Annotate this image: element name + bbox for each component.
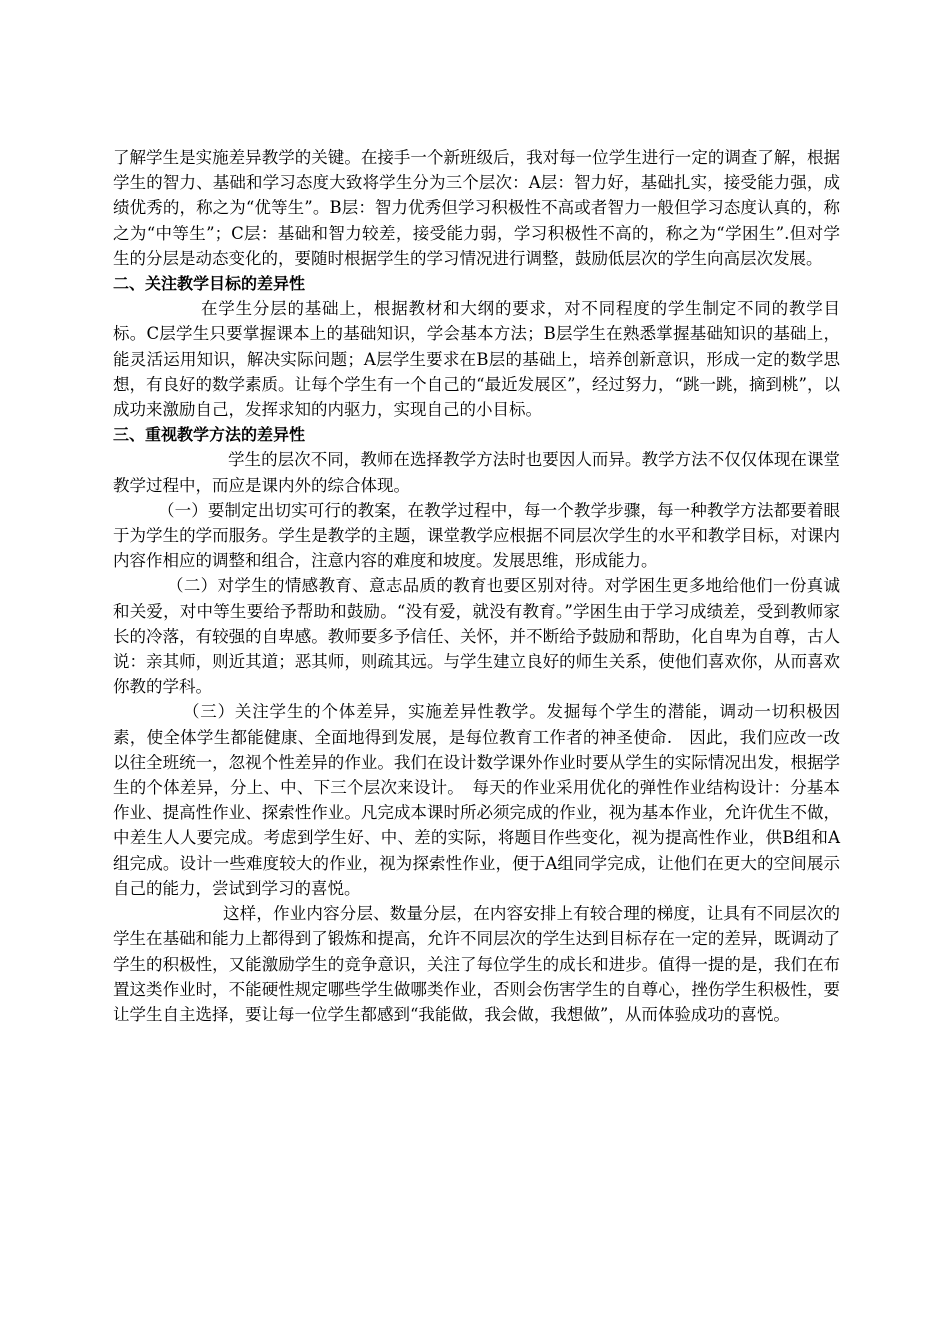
paragraph-teaching-methods-intro: 学生的层次不同，教师在选择教学方法时也要因人而异。教学方法不仅仅体现在课堂教学过程中，而应是课内外的综合体现。 [113, 450, 840, 495]
paragraph-student-layering: 了解学生是实施差异教学的关键。在接手一个新班级后，我对每一位学生进行一定的调查了解，根据学生的智力、基础和学习态度大致将学生分为三个层次：A层：智力好，基础扎实，接受能力强，成绩优秀的，称之为“优等生”。B层：智力优秀但学习积极性不高或者智力一般但学习态度认真的，称之为“中等生”；C层：基础和智力较差，接受能力弱，学习积极性不高的，称之为“学困生”.但对学生的分层是动态变化的，要随时根据学生的学习情况进行调整，鼓励低层次的学生向高层次发展。 [113, 148, 840, 268]
section-heading-teaching-goals: 二、关注教学目标的差异性 [113, 274, 306, 294]
section-heading-teaching-methods: 三、重视教学方法的差异性 [113, 425, 306, 445]
paragraph-conclusion: 这样，作业内容分层、数量分层，在内容安排上有较合理的梯度，让具有不同层次的学生在基础和能力上都得到了锻炼和提高，允许不同层次的学生达到目标存在一定的差异，既调动了学生的积极性，又能激励学生的竞争意识，关注了每位学生的成长和进步。值得一提的是，我们在布置这类作业时，不能硬性规定哪些学生做哪类作业，否则会伤害学生的自尊心，挫伤学生积极性，要让学生自主选择，要让每一位学生都感到“我能做，我会做，我想做”，从而体验成功的喜悦。 [113, 904, 840, 1024]
document-body [113, 145, 840, 1027]
paragraph-lesson-plans: （一）要制定出切实可行的教案，在教学过程中，每一个教学步骤，每一种教学方法都要着眼于为学生的学而服务。学生是教学的主题，课堂教学应根据不同层次学生的水平和教学目标，对课内内容作相应的调整和组合，注意内容的难度和坡度。发展思维，形成能力。 [113, 500, 840, 571]
paragraph-individual-differences: （三）关注学生的个体差异，实施差异性教学。发掘每个学生的潜能，调动一切积极因素，使全体学生都能健康、全面地得到发展，是每位教育工作者的神圣使命. 因此，我们应改一改以往全班统一，忽视个性差异的作业。我们在设计数学课外作业时要从学生的实际情况出发，根据学生的个体差异，分上、中、下三个层次来设计。 每天的作业采用优化的弹性作业结构设计：分基本作业、提高性作业、探索性作业。凡完成本课时所必须完成的作业，视为基本作业，允许优生不做，中差生人人要完成。考虑到学生好、中、差的实际，将题目作些变化，视为提高性作业，供B组和A组完成。设计一些难度较大的作业，视为探索性作业，便于A组同学完成，让他们在更大的空间展示自己的能力，尝试到学习的喜悦。 [113, 702, 840, 898]
paragraph-emotional-education: （二）对学生的情感教育、意志品质的教育也要区别对待。对学困生更多地给他们一份真诚和关爱，对中等生要给予帮助和鼓励。“没有爱，就没有教育。”学困生由于学习成绩差，受到教师家长的冷落，有较强的自卑感。教师要多予信任、关怀，并不断给予鼓励和帮助，化自卑为自尊，古人说：亲其师，则近其道；恶其师，则疏其远。与学生建立良好的师生关系，使他们喜欢你，从而喜欢你教的学科。 [113, 576, 840, 697]
paragraph-teaching-goals: 在学生分层的基础上，根据教材和大纲的要求，对不同程度的学生制定不同的教学目标。C层学生只要掌握课本上的基础知识，学会基本方法；B层学生在熟悉掌握基础知识的基础上，能灵活运用知识，解决实际问题；A层学生要求在B层的基础上，培养创新意识，形成一定的数学思想，有良好的数学素质。让每个学生有一个自己的“最近发展区”，经过努力，“跳一跳，摘到桃”，以成功来激励自己，发挥求知的内驱力，实现自己的小目标。 [113, 299, 840, 420]
